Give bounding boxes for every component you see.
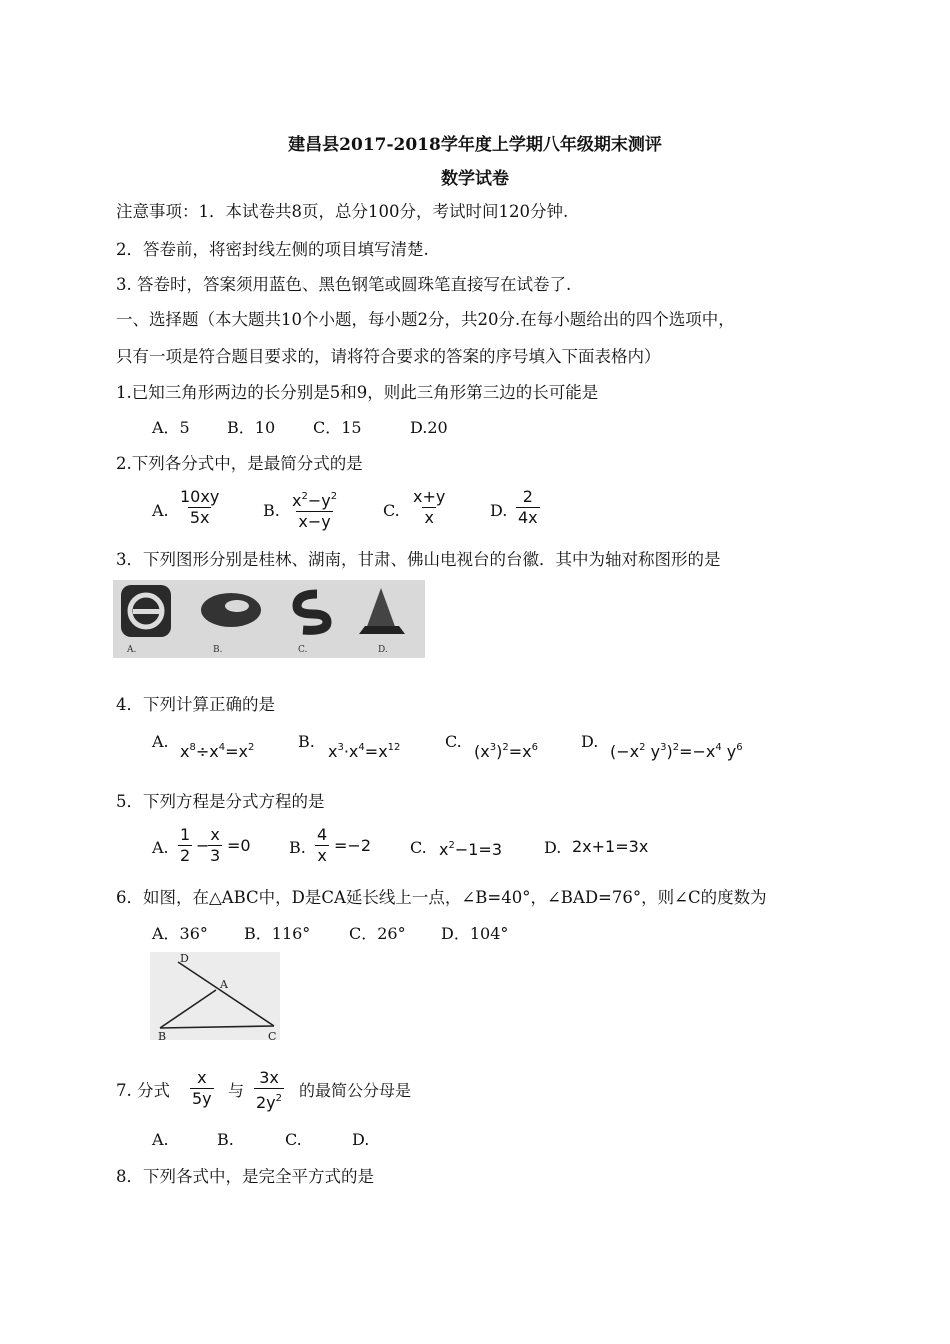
term: )	[666, 742, 673, 761]
denominator: 4x	[518, 508, 538, 527]
numerator-rest: −y	[307, 491, 331, 510]
note-2: 2．答卷前，将密封线左侧的项目填写清楚.	[116, 240, 429, 259]
denominator: x	[317, 846, 327, 865]
triangle-figure	[150, 952, 280, 1040]
q4-label-a: A.	[152, 732, 169, 751]
q5-a-fraction-2	[208, 825, 222, 866]
q7-suffix: 的最简公分母是	[299, 1081, 412, 1100]
tv-logos-svg	[113, 580, 425, 658]
line-dc	[178, 962, 274, 1026]
q7-connector: 与	[228, 1081, 245, 1100]
label-d: D	[180, 952, 189, 965]
term: =−x	[679, 742, 716, 761]
q5-d-expression: 2x+1=3x	[572, 837, 649, 856]
exponent: 2	[639, 742, 646, 753]
triangle-svg	[150, 952, 280, 1040]
q5-a-rest: =0	[227, 836, 251, 855]
q8-stem: 8．下列各式中，是完全平方式的是	[116, 1167, 374, 1186]
exponent: 3	[660, 742, 667, 753]
term: ·x	[343, 742, 359, 761]
q4-label-b: B.	[298, 732, 315, 751]
section-heading: 一、选择题（本大题共10个小题，每小题2分，共20分.在每小题给出的四个选项中，	[116, 310, 735, 329]
section-instructions: 只有一项是符合题目要求的，请将符合要求的答案的序号填入下面表格内）	[116, 347, 661, 366]
tv-logos-image	[113, 580, 425, 658]
exponent: 6	[531, 742, 538, 753]
q6-stem: 6．如图，在△ABC中，D是CA延长线上一点，∠B=40°，∠BAD=76°，则∠C的度数为	[116, 888, 767, 907]
line-bc	[160, 1026, 274, 1028]
numerator: 3x	[259, 1068, 279, 1087]
term: (x	[474, 742, 490, 761]
q3-stem: 3．下列图形分别是桂林、湖南，甘肃、佛山电视台的台徽．其中为轴对称图形的是	[116, 550, 721, 569]
q4-stem: 4．下列计算正确的是	[116, 695, 275, 714]
numerator: 2	[522, 487, 533, 506]
numerator	[290, 487, 339, 511]
q4-label-d: D.	[581, 732, 599, 751]
q5-label-d: D.	[544, 838, 562, 857]
logo-label-c: C.	[298, 645, 308, 655]
label-a: A	[220, 978, 228, 991]
term: =x	[508, 742, 532, 761]
denominator-base: 2y	[256, 1093, 276, 1112]
q7-option-c: C.	[285, 1130, 302, 1149]
q2-label-b: B.	[263, 501, 280, 520]
term: ÷x	[195, 742, 219, 761]
q1-stem: 1.已知三角形两边的长分别是5和9，则此三角形第三边的长可能是	[116, 383, 599, 402]
exponent: 3	[489, 742, 497, 753]
numerator-base: x	[292, 491, 302, 510]
term: =x	[364, 742, 388, 761]
q2-a-fraction	[178, 487, 221, 528]
q6-option-c: C．26°	[349, 924, 406, 943]
logo-b-mark	[225, 600, 249, 612]
logo-label-a: A.	[127, 645, 137, 655]
denominator: 2	[180, 846, 191, 865]
q4-a-expression	[180, 742, 254, 761]
q5-c-expression	[439, 840, 502, 859]
numerator: x+y	[413, 487, 446, 506]
q5-a-fraction-1	[178, 825, 192, 866]
q5-stem: 5．下列方程是分式方程的是	[116, 792, 325, 811]
denominator: 3	[210, 846, 221, 865]
q2-label-a: A.	[152, 501, 169, 520]
q4-c-expression	[474, 742, 538, 761]
term: −1=3	[454, 840, 503, 859]
exam-subtitle: 数学试卷	[441, 169, 509, 189]
numerator: 4	[317, 825, 328, 844]
term: =x	[225, 742, 248, 761]
numerator: x	[210, 825, 220, 844]
q5-a-minus: −	[196, 836, 210, 855]
q7-fraction-2	[254, 1068, 284, 1113]
denominator: x	[424, 508, 434, 527]
q5-b-fraction	[315, 825, 329, 866]
q6-option-a: A．36°	[152, 924, 208, 943]
q2-c-fraction	[411, 487, 447, 528]
q6-option-b: B．116°	[244, 924, 311, 943]
logo-d-icon	[365, 588, 397, 632]
denominator	[254, 1088, 284, 1113]
exponent: 2	[301, 491, 308, 502]
q2-d-fraction	[516, 487, 540, 528]
exponent: 3	[337, 742, 344, 753]
q1-option-a: A．5	[152, 418, 190, 437]
q7-fraction-1	[190, 1068, 214, 1109]
denominator: x−y	[298, 512, 331, 531]
exponent: 2	[247, 742, 255, 753]
exponent: 6	[736, 742, 743, 753]
label-b: B	[158, 1030, 167, 1040]
logo-a-bar	[133, 609, 163, 614]
q5-b-rest: =−2	[334, 836, 371, 855]
logo-d-base	[359, 626, 405, 634]
note-1: 注意事项：1．本试卷共8页，总分100分，考试时间120分钟.	[116, 202, 569, 221]
line-ba	[160, 990, 216, 1028]
denominator: 5y	[192, 1089, 212, 1108]
exponent: 2	[502, 742, 509, 753]
q7-option-a: A.	[152, 1130, 169, 1149]
numerator: 10xy	[180, 487, 220, 506]
numerator: x	[197, 1068, 207, 1087]
q5-label-a: A.	[152, 838, 169, 857]
q1-option-c: C．15	[313, 418, 362, 437]
exponent: 8	[189, 742, 196, 753]
exponent: 2	[672, 742, 680, 753]
q5-label-c: C.	[410, 838, 427, 857]
q4-b-expression	[328, 742, 400, 761]
exponent: 4	[358, 742, 365, 753]
logo-label-b: B.	[213, 645, 223, 655]
term: x	[180, 742, 190, 761]
logo-c-icon	[297, 594, 327, 630]
exponent: 2	[330, 491, 338, 502]
q4-d-expression	[610, 742, 743, 761]
logo-label-d: D.	[378, 645, 388, 655]
term: (−x	[610, 742, 640, 761]
label-c: C	[268, 1030, 277, 1040]
q7-option-d: D.	[352, 1130, 370, 1149]
term: y	[721, 742, 737, 761]
q2-b-fraction	[290, 487, 339, 532]
q1-option-d: D.20	[410, 418, 448, 437]
q6-option-d: D．104°	[441, 924, 509, 943]
q2-stem: 2.下列各分式中，是最简分式的是	[116, 454, 363, 473]
exponent: 4	[218, 742, 226, 753]
exponent: 2	[448, 840, 455, 851]
q4-label-c: C.	[445, 732, 462, 751]
note-3: 3. 答卷时，答案须用蓝色、黑色钢笔或圆珠笔直接写在试卷了.	[116, 275, 572, 294]
q5-label-b: B.	[289, 838, 306, 857]
q7-prefix: 7. 分式	[116, 1081, 170, 1100]
q1-option-b: B．10	[227, 418, 276, 437]
q2-label-d: D.	[490, 501, 508, 520]
exponent: 12	[387, 742, 401, 753]
term: )	[496, 742, 503, 761]
exponent: 2	[275, 1093, 283, 1104]
term: y	[645, 742, 661, 761]
exponent: 4	[715, 742, 722, 753]
numerator: 1	[180, 825, 191, 844]
term: x	[328, 742, 338, 761]
q2-label-c: C.	[383, 501, 400, 520]
exam-title: 建昌县2017-2018学年度上学期八年级期末测评	[288, 135, 662, 155]
term: x	[439, 840, 449, 859]
q7-option-b: B.	[217, 1130, 234, 1149]
denominator: 5x	[189, 508, 210, 527]
